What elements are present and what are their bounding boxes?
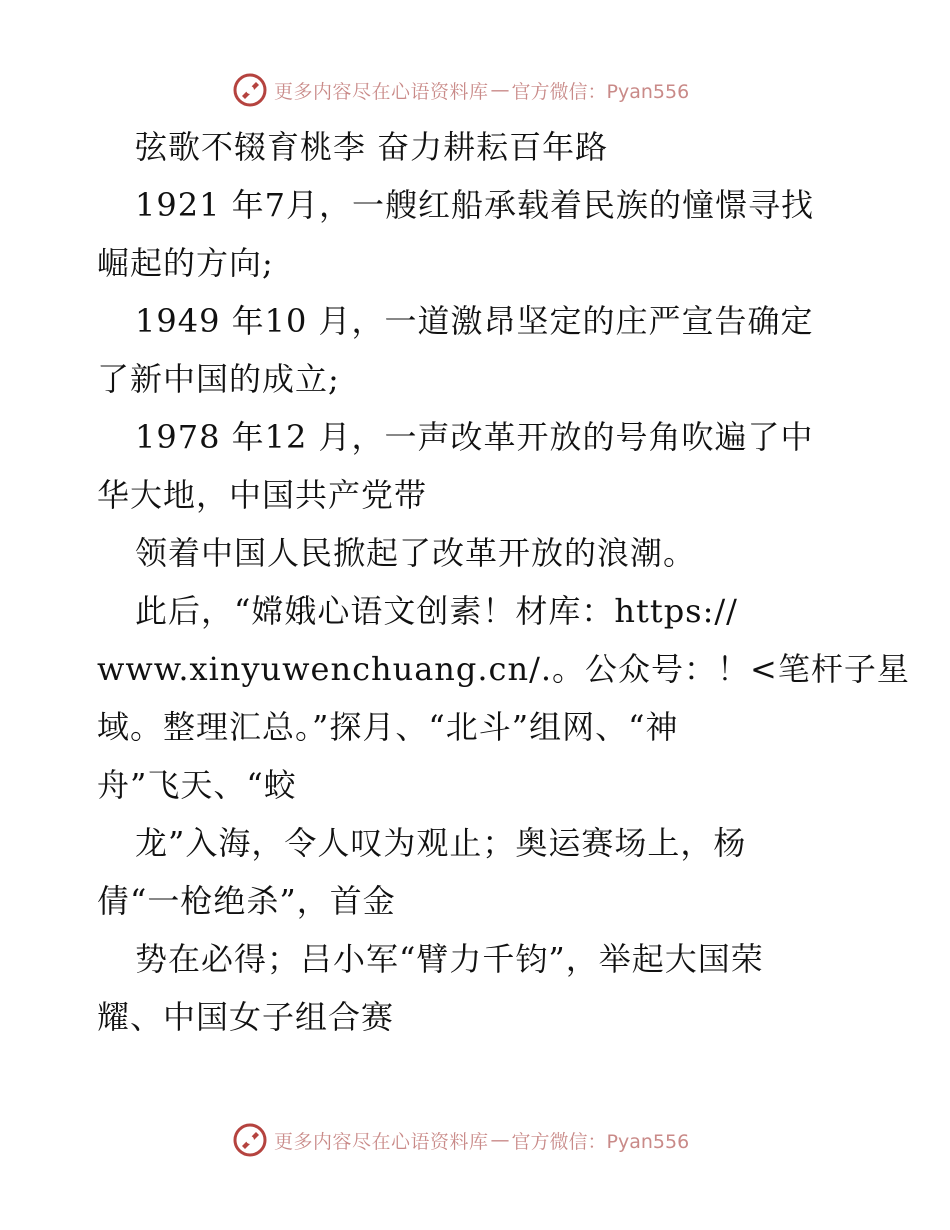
header-banner-separator: — bbox=[490, 79, 510, 101]
footer-wechat-text: 官方微信：Pyan556 bbox=[511, 1130, 690, 1153]
paragraph-line: 华大地，中国共产党带 bbox=[97, 476, 428, 514]
paragraph-line: 了新中国的成立; bbox=[97, 360, 340, 398]
header-banner-text: 更多内容尽在心语资料库 bbox=[274, 80, 489, 103]
header-banner bbox=[232, 70, 712, 110]
logo-icon bbox=[232, 72, 268, 108]
header-wechat-text: 官方微信：Pyan556 bbox=[511, 80, 690, 103]
paragraph-line: 域。整理汇总。”探月、“北斗”组网、“神 bbox=[97, 708, 679, 746]
paragraph-line: 势在必得；吕小军“臂力千钧”，举起大国荣 bbox=[135, 940, 764, 978]
logo-icon bbox=[232, 1122, 268, 1158]
paragraph-line: 1978 年12 月，一声改革开放的号角吹遍了中 bbox=[135, 418, 814, 456]
paragraph-line: 此后，“嫦娥心语文创素！材库：https:// bbox=[135, 592, 738, 630]
footer-banner bbox=[232, 1120, 712, 1160]
footer-banner-text: 更多内容尽在心语资料库 bbox=[274, 1130, 489, 1153]
paragraph-line: 1949 年10 月，一道激昂坚定的庄严宣告确定 bbox=[135, 302, 814, 340]
paragraph-line: www.xinyuwenchuang.cn/.。公众号：！<笔杆子星 bbox=[97, 650, 910, 688]
footer-banner-separator: — bbox=[490, 1129, 510, 1151]
paragraph-line: 倩“一枪绝杀”，首金 bbox=[97, 882, 396, 920]
paragraph-line: 领着中国人民掀起了改革开放的浪潮。 bbox=[135, 534, 697, 572]
document-title: 弦歌不辍育桃李 奋力耕耘百年路 bbox=[135, 128, 609, 166]
paragraph-line: 崛起的方向; bbox=[97, 244, 274, 282]
paragraph-line: 1921 年7月，一艘红船承载着民族的憧憬寻找 bbox=[135, 186, 814, 224]
paragraph-line: 耀、中国女子组合赛 bbox=[97, 998, 395, 1036]
paragraph-line: 舟”飞天、“蛟 bbox=[97, 766, 297, 804]
paragraph-line: 龙”入海，令人叹为观止；奥运赛场上，杨 bbox=[135, 824, 747, 862]
document-body bbox=[97, 118, 910, 1046]
